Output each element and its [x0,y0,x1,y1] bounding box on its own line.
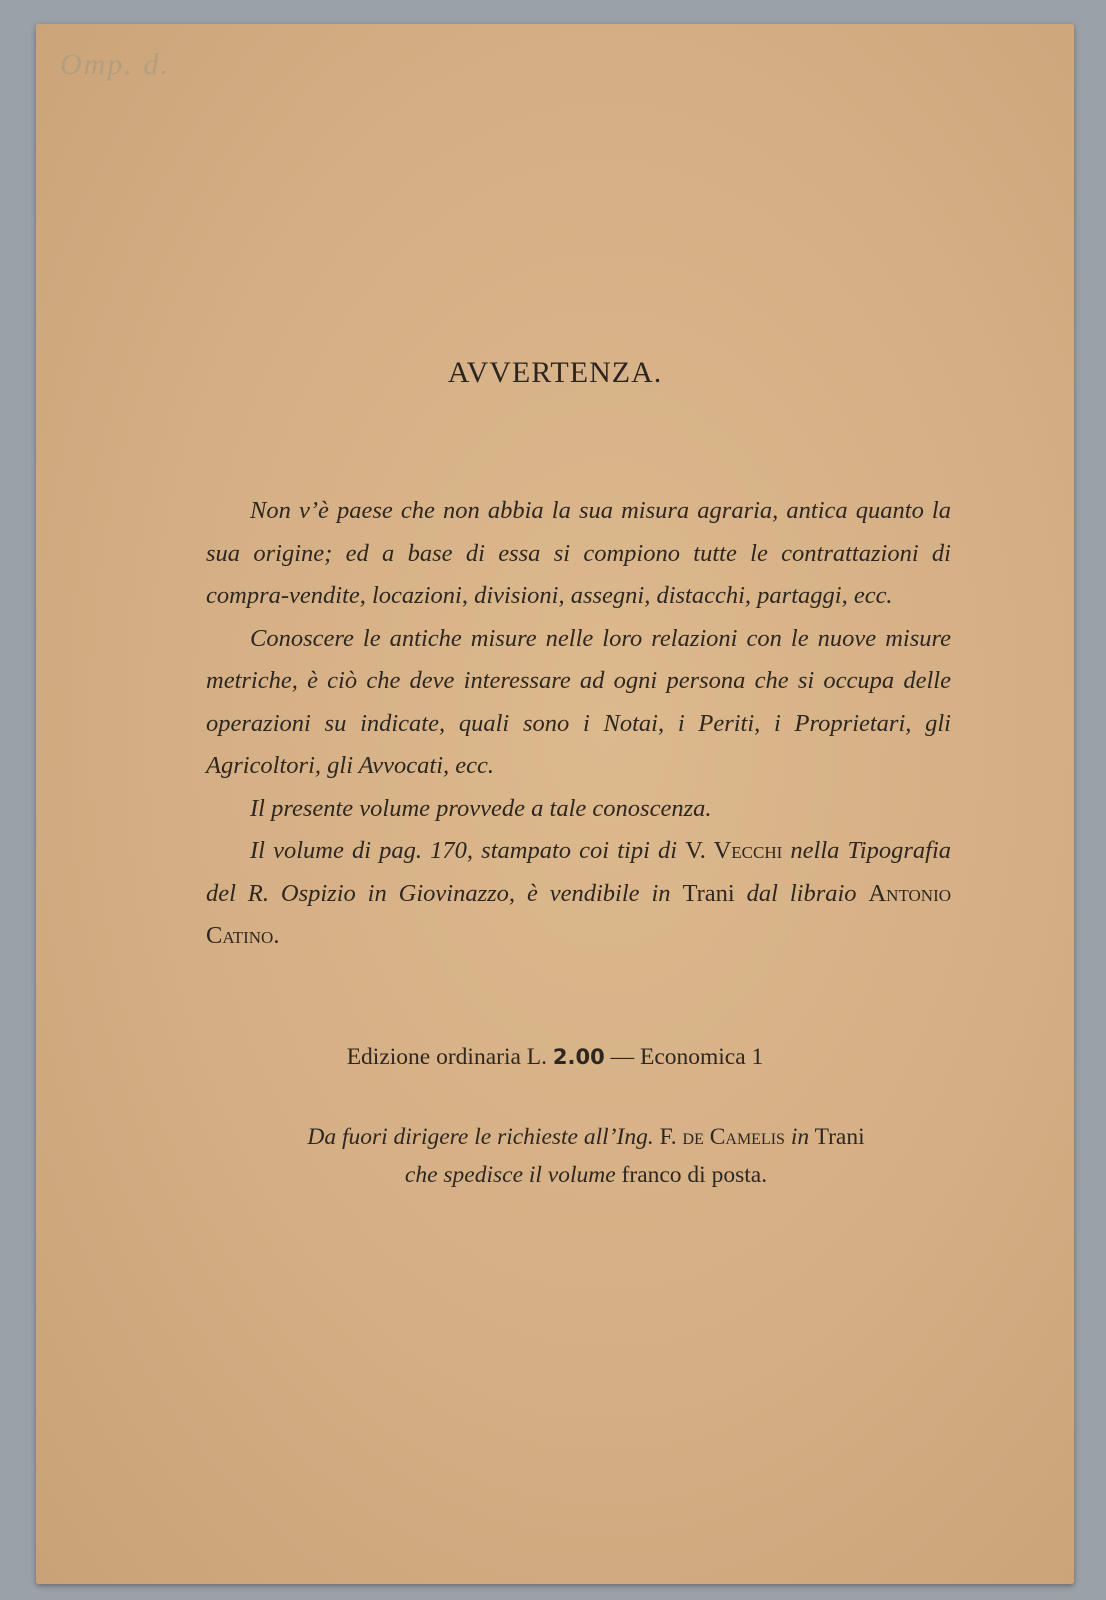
shipping-text-4: franco di posta. [621,1162,768,1188]
document-page [36,24,1074,1584]
bookseller-name: Antonio Catino [206,879,952,949]
shipping-note [206,1118,966,1194]
shipping-line-1 [206,1118,966,1156]
paragraph-4-text-1: Il volume di pag. 170, stampato coi tipi di [250,837,678,864]
paragraph-4-text-2: nella Tipografia del R. Ospizio in Giovinazzo, è vendibile in [206,837,952,907]
shipping-text-2: in [790,1124,810,1150]
paragraph-4 [206,830,951,958]
ordinary-edition-price: 2.00 [552,1045,605,1069]
shipping-line-2 [206,1156,966,1194]
price-line [36,1044,1074,1071]
shipping-city: Trani [814,1124,865,1150]
city-name: Trani [682,879,735,907]
notice-body [206,490,951,958]
page-title: AVVERTENZA. [447,356,663,389]
shipping-text-1: Da fuori dirigere le richieste all’Ing. [307,1124,654,1150]
paragraph-4-text-3: dal libraio [746,879,857,907]
ordinary-edition-label: Edizione ordinaria L. [346,1044,548,1070]
engineer-name: F. de Camelis [659,1124,785,1150]
paragraph-4-end: . [273,922,280,949]
paragraph-1: Non v’è paese che non abbia la sua misura agraria, antica quanto la sua origine; ed a base di essa si compiono tutte le contrattazioni di compra-vendite, locazioni, divisioni, assegni, distacchi, partaggi, ecc. [206,497,951,609]
printer-name: V. Vecchi [685,837,783,864]
paragraph-3: Il presente volume provvede a tale conoscenza. [250,794,712,822]
pencil-annotation: Omp. d. [60,48,170,81]
economy-edition-label: Economica 1 [639,1044,764,1070]
paragraph-2: Conoscere le antiche misure nelle loro relazioni con le nuove misure metriche, è ciò che deve interessare ad ogni persona che si occupa delle operazioni su indicate, quali sono i Notai, i Periti, i Proprietari, gli Agricoltori, gli Avvocati, ecc. [206,624,951,779]
price-separator: — [610,1044,635,1070]
shipping-text-3: che spedisce il volume [404,1162,616,1188]
